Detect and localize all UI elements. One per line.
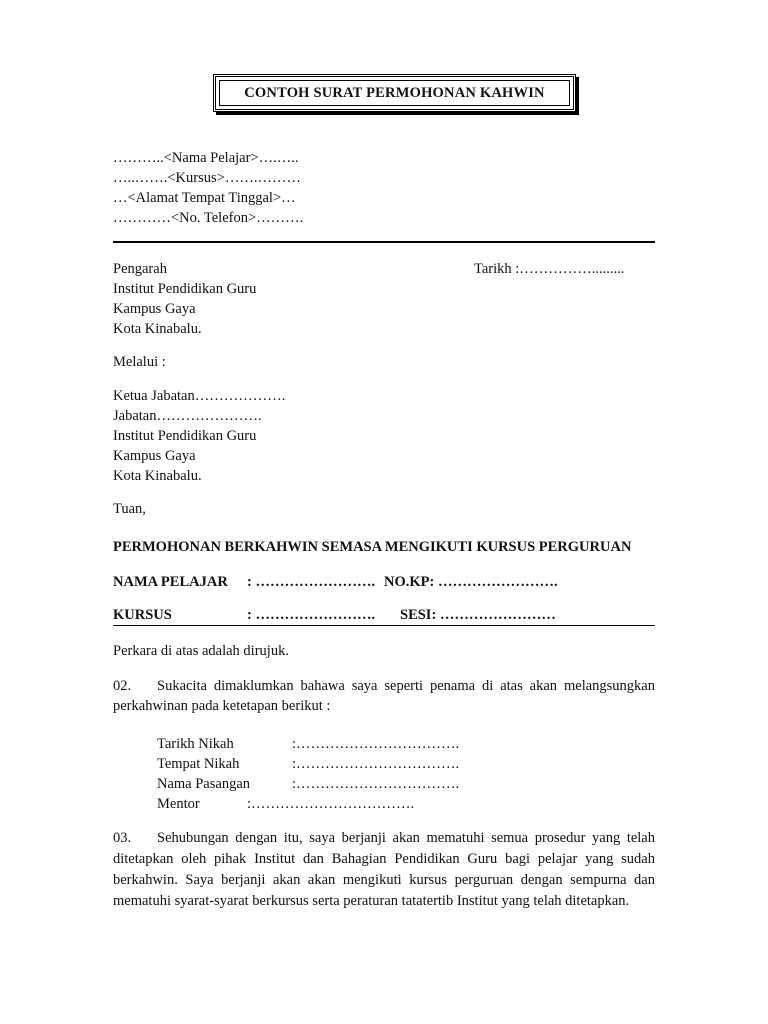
document-title: CONTOH SURAT PERMOHONAN KAHWIN — [244, 84, 545, 101]
detail-value: :……………………………. — [247, 796, 415, 812]
paragraph-02-number: 02. — [113, 678, 132, 694]
through-institution: Institut Pendidikan Guru — [113, 428, 257, 444]
through-head-of-department: Ketua Jabatan………………. — [113, 388, 286, 404]
detail-value: :……………………………. — [292, 776, 460, 792]
sender-course: …..…….<Kursus>…….……… — [113, 170, 301, 186]
recipient-title: Pengarah — [113, 261, 167, 277]
course-value: : ……………………. — [247, 607, 376, 623]
detail-value: :……………………………. — [292, 736, 460, 752]
header-divider — [113, 241, 655, 243]
sender-name: ………..<Nama Pelajar>….….. — [113, 150, 299, 166]
sender-phone: …………<No. Telefon>………. — [113, 210, 304, 226]
detail-label: Nama Pasangan — [157, 776, 251, 792]
sender-address: …<Alamat Tempat Tinggal>… — [113, 190, 296, 206]
salutation: Tuan, — [113, 501, 146, 517]
session-field: SESI: …………………… — [400, 607, 556, 623]
detail-label: Tarikh Nikah — [157, 736, 234, 752]
through-label: Melalui : — [113, 354, 166, 370]
reference-line: Perkara di atas adalah dirujuk. — [113, 643, 289, 659]
detail-label: Mentor — [157, 796, 200, 812]
title-inner-frame — [219, 80, 570, 106]
paragraph-02 — [113, 676, 655, 716]
recipient-institution: Institut Pendidikan Guru — [113, 281, 257, 297]
through-city: Kota Kinabalu. — [113, 468, 202, 484]
paragraph-03-number: 03. — [113, 830, 132, 846]
subject-line: PERMOHONAN BERKAHWIN SEMASA MENGIKUTI KURSUS PERGURUAN — [113, 539, 632, 555]
detail-label: Tempat Nikah — [157, 756, 240, 772]
through-department: Jabatan…………………. — [113, 408, 262, 424]
recipient-campus: Kampus Gaya — [113, 301, 196, 317]
title-box — [213, 74, 576, 112]
paragraph-03 — [113, 828, 655, 912]
date-field: Tarikh :……………......... — [474, 261, 625, 277]
paragraph-02-text: Sukacita dimaklumkan bahawa saya seperti penama di atas akan melangsungkan perkahwinan pada ketetapan berikut : — [113, 678, 655, 714]
through-campus: Kampus Gaya — [113, 448, 196, 464]
name-label: NAMA PELAJAR — [113, 574, 228, 590]
name-value: : ……………………. — [247, 574, 376, 590]
detail-value: :……………………………. — [292, 756, 460, 772]
kp-field: NO.KP: ……………………. — [384, 574, 558, 590]
recipient-city: Kota Kinabalu. — [113, 321, 202, 337]
course-label: KURSUS — [113, 607, 172, 623]
paragraph-03-text: Sehubungan dengan itu, saya berjanji akan mematuhi semua prosedur yang telah ditetapkan oleh pihak Institut dan Bahagian Pendidikan Guru bagi pelajar yang sudah berkahwin. Saya berjanji akan akan mengikuti kursus perguruan dengan sempurna dan mematuhi syarat-syarat berkursus serta peraturan tatatertib Institut yang telah ditetapkan. — [113, 830, 655, 909]
fields-divider — [113, 625, 655, 626]
